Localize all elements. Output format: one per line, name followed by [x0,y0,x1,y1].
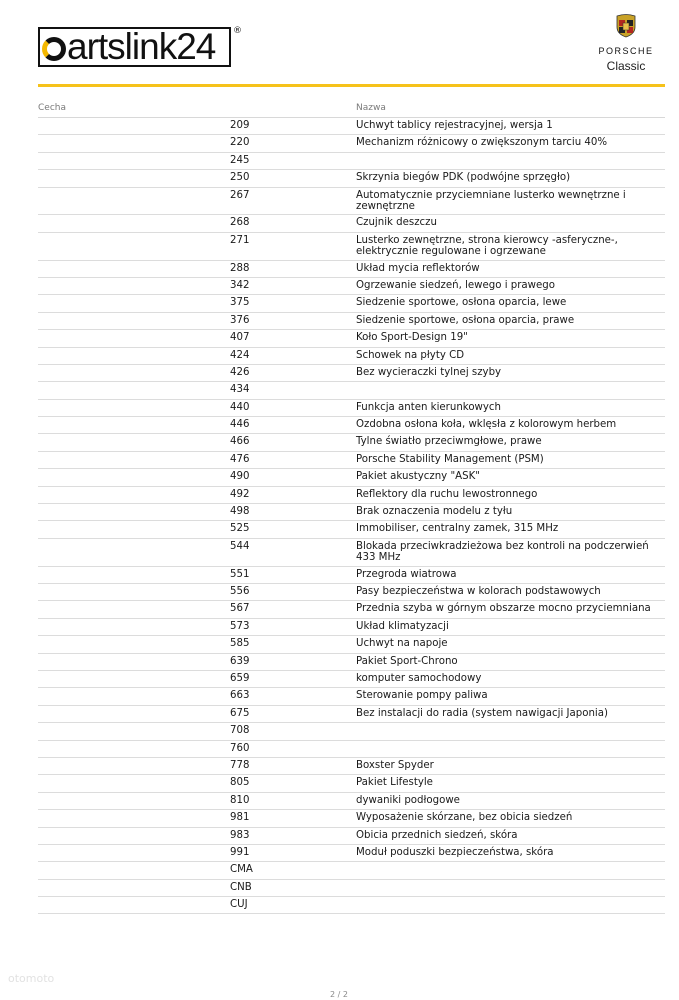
table-row [38,233,665,261]
feature-name: Uchwyt na napoje [356,638,448,650]
feature-code: CMA [230,864,253,876]
feature-name: Moduł poduszki bezpieczeństwa, skóra [356,846,554,858]
feature-code: 342 [230,279,250,291]
feature-code: 708 [230,725,250,737]
table-row [38,880,665,897]
table-row [38,417,665,434]
feature-name: Siedzenie sportowe, osłona oparcia, lewe [356,297,567,309]
feature-code: 639 [230,655,250,667]
table-row [38,504,665,521]
feature-code: 250 [230,172,250,184]
feature-name [356,725,662,737]
feature-code: 288 [230,262,250,274]
feature-code: 490 [230,471,250,483]
table-row [38,654,665,671]
feature-name: Automatycznie przyciemniane lusterko wewnętrzne i zewnętrzne [356,189,626,212]
feature-code: 778 [230,759,250,771]
feature-name: Przegroda wiatrowa [356,568,457,580]
feature-name: Układ mycia reflektorów [356,262,480,274]
feature-name: Ogrzewanie siedzeń, lewego i prawego [356,279,555,291]
feature-name: Wyposażenie skórzane, bez obicia siedzeń [356,812,573,824]
table-row [38,469,665,486]
feature-name: Obicia przednich siedzeń, skóra [356,829,518,841]
feature-code: 440 [230,401,250,413]
feature-code: 434 [230,384,250,396]
column-header-nazwa: Nazwa [356,103,386,113]
table-row [38,671,665,688]
feature-code: 267 [230,189,250,201]
table-row [38,261,665,278]
feature-code: 663 [230,690,250,702]
table-row [38,810,665,827]
feature-name: Układ klimatyzacji [356,620,449,632]
feature-code: 585 [230,638,250,650]
feature-code: CNB [230,881,252,893]
table-row [38,118,665,135]
feature-name: Schowek na płyty CD [356,349,465,361]
table-row [38,688,665,705]
table-row [38,452,665,469]
feature-name: Przednia szyba w górnym obszarze mocno przyciemniana [356,603,651,615]
feature-name: Mechanizm różnicowy o zwiększonym tarciu 40% [356,137,608,149]
porsche-crest-icon [616,14,636,38]
feature-name: Czujnik deszczu [356,217,437,229]
table-row [38,382,665,399]
table-row [38,313,665,330]
feature-name: Koło Sport-Design 19" [356,332,468,344]
feature-name: Boxster Spyder [356,759,434,771]
feature-code: 209 [230,120,250,131]
table-row [38,365,665,382]
porsche-classic-logo [591,14,661,73]
table-row [38,295,665,312]
porsche-wordmark: PORSCHE [598,46,654,56]
feature-code: 498 [230,506,250,518]
feature-name: dywaniki podłogowe [356,794,460,806]
feature-code: 271 [230,234,250,246]
feature-code: 805 [230,777,250,789]
table-row [38,828,665,845]
feature-code: 544 [230,540,250,552]
feature-name [356,155,662,167]
feature-code: 424 [230,349,250,361]
feature-code: 245 [230,154,250,166]
feature-name: Pakiet Lifestyle [356,777,433,789]
column-header-cecha: Cecha [38,103,66,113]
feature-name: Tylne światło przeciwmgłowe, prawe [356,436,542,448]
table-row [38,775,665,792]
page-header [0,0,679,90]
feature-name: Blokada przeciwkradzieżowa bez kontroli na podczerwień 433 MHz [356,540,649,564]
table-row [38,619,665,636]
feature-name: Lusterko zewnętrzne, strona kierowcy -asferyczne-, elektrycznie regulowane i ogrzewane [356,234,618,258]
feature-code: 525 [230,523,250,535]
header-accent-rule [38,84,665,87]
table-row [38,188,665,216]
feature-name: Sterowanie pompy paliwa [356,690,488,702]
table-row [38,845,665,862]
feature-name: Funkcja anten kierunkowych [356,401,501,413]
feature-code: 567 [230,603,250,615]
table-row [38,897,665,914]
feature-code: 268 [230,217,250,229]
feature-name: Immobiliser, centralny zamek, 315 MHz [356,523,559,535]
table-row [38,278,665,295]
table-row [38,434,665,451]
feature-code: 760 [230,742,250,754]
page-number: 2 / 2 [330,990,348,999]
table-row [38,723,665,740]
feature-code: 991 [230,846,250,858]
feature-name [356,743,662,755]
logo-p-icon [42,37,66,61]
feature-name [356,384,662,396]
feature-code: 376 [230,314,250,326]
table-row [38,758,665,775]
feature-table [38,118,665,914]
feature-code: CUJ [230,899,248,911]
porsche-classic-label: Classic [606,59,646,73]
table-row [38,170,665,187]
logo-registered-mark: ® [233,26,242,36]
feature-name [356,864,662,876]
watermark: otomoto [8,972,55,985]
feature-code: 675 [230,707,250,719]
feature-name: Bez wycieraczki tylnej szyby [356,366,502,378]
partslink24-logo [38,26,242,67]
feature-code: 981 [230,812,250,824]
logo-text: artslink24 [67,26,216,67]
feature-name: Skrzynia biegów PDK (podwójne sprzęgło) [356,172,571,184]
feature-name: Ozdobna osłona koła, wklęsła z kolorowym herbem [356,419,617,431]
table-row [38,330,665,347]
feature-name: komputer samochodowy [356,672,482,684]
feature-name: Brak oznaczenia modelu z tyłu [356,506,513,518]
table-row [38,706,665,723]
feature-name: Pakiet akustyczny "ASK" [356,471,480,483]
feature-code: 446 [230,419,250,431]
feature-name: Porsche Stability Management (PSM) [356,453,544,465]
feature-code: 407 [230,332,250,344]
table-row [38,567,665,584]
table-row [38,741,665,758]
feature-name: Uchwyt tablicy rejestracyjnej, wersja 1 [356,120,553,131]
table-row [38,793,665,810]
table-row [38,601,665,618]
feature-code: 659 [230,672,250,684]
feature-code: 556 [230,586,250,598]
feature-code: 551 [230,568,250,580]
table-row [38,400,665,417]
table-row [38,584,665,601]
feature-code: 375 [230,297,250,309]
table-row [38,487,665,504]
table-row [38,521,665,538]
feature-name: Reflektory dla ruchu lewostronnego [356,488,538,500]
feature-name: Bez instalacji do radia (system nawigacji Japonia) [356,707,608,719]
feature-name [356,899,662,911]
table-row [38,862,665,879]
feature-code: 466 [230,436,250,448]
feature-name: Siedzenie sportowe, osłona oparcia, prawe [356,314,575,326]
feature-code: 983 [230,829,250,841]
feature-name [356,882,662,894]
feature-code: 220 [230,137,250,149]
feature-code: 573 [230,620,250,632]
table-row [38,153,665,170]
table-header [38,101,665,118]
table-row [38,636,665,653]
table-row [38,539,665,567]
feature-code: 810 [230,794,250,806]
feature-name: Pakiet Sport-Chrono [356,655,458,667]
table-row [38,215,665,232]
feature-code: 492 [230,488,250,500]
feature-name: Pasy bezpieczeństwa w kolorach podstawowych [356,586,601,598]
feature-code: 476 [230,453,250,465]
table-row [38,348,665,365]
table-row [38,135,665,152]
feature-code: 426 [230,366,250,378]
